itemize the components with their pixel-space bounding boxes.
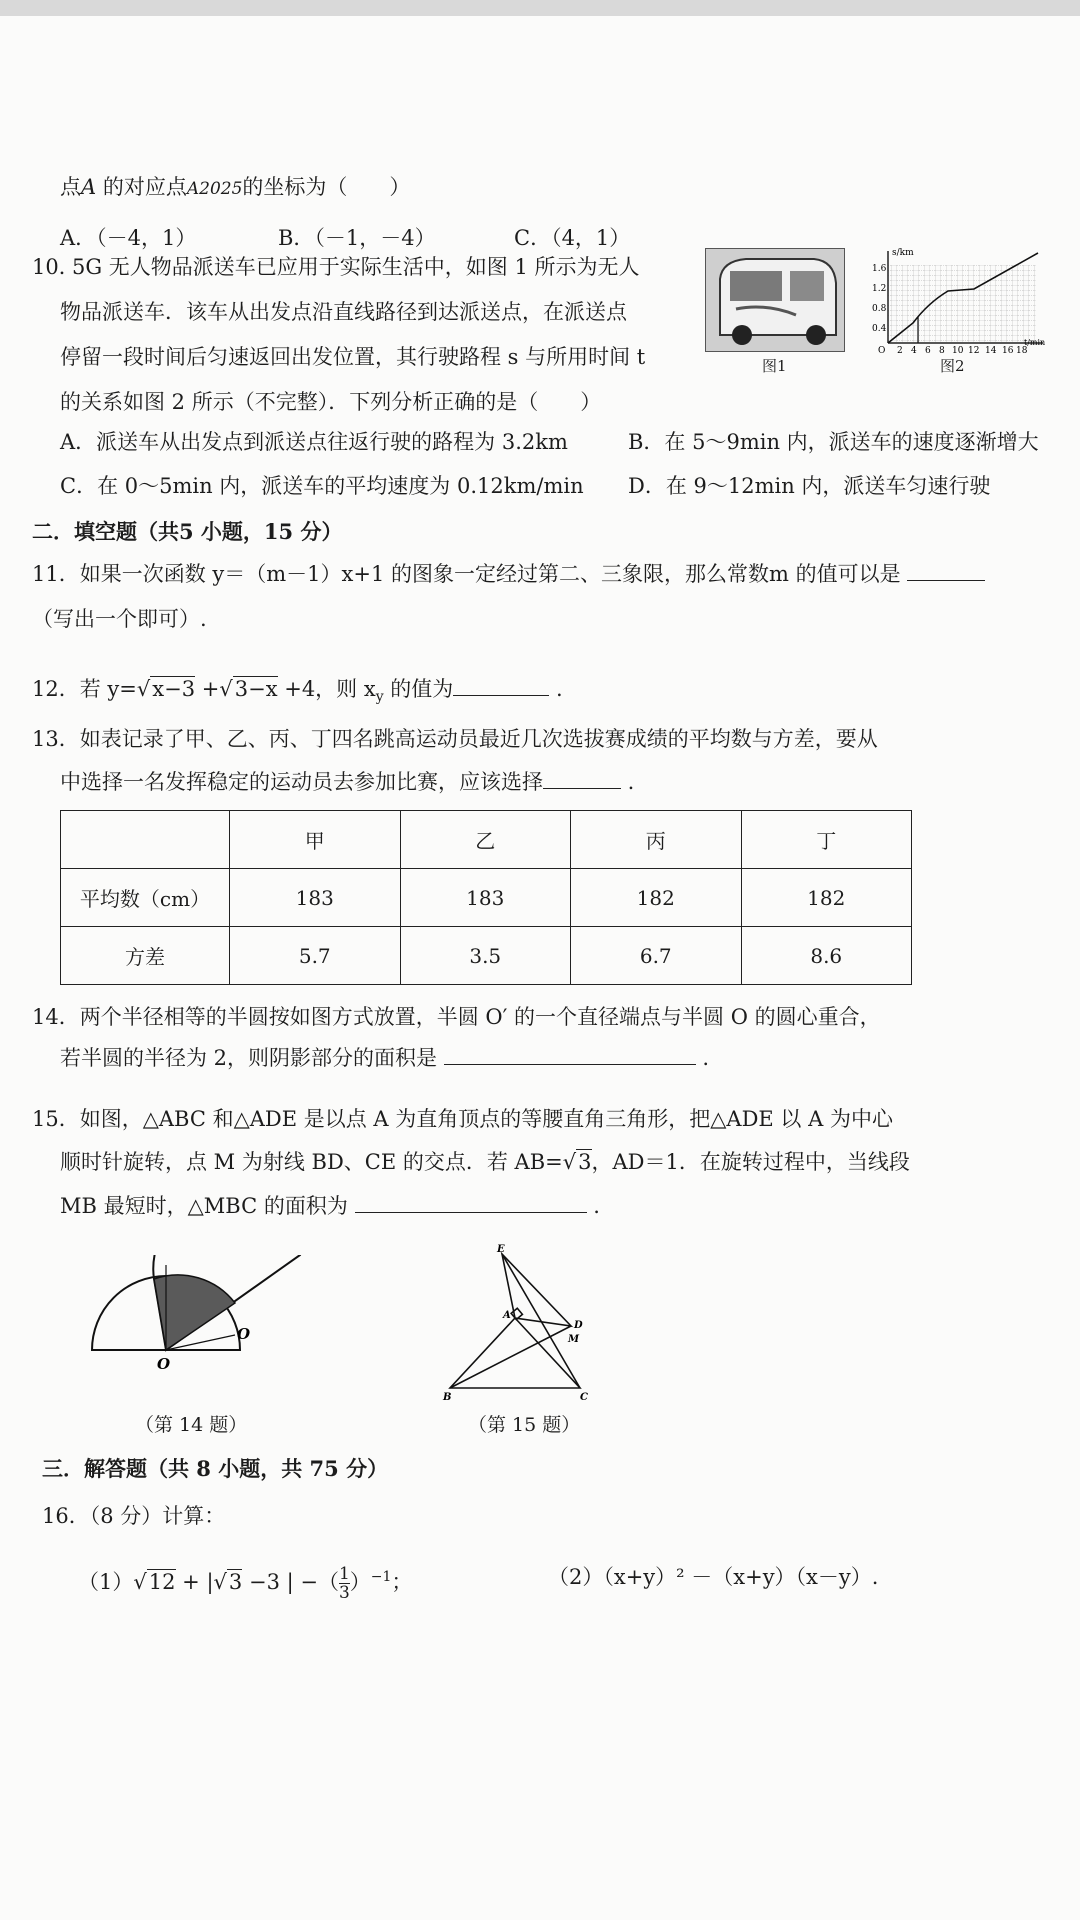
top-bar <box>0 0 1080 16</box>
table-cell: 183 <box>400 869 571 927</box>
fig1-caption: 图1 <box>762 357 787 375</box>
q11-line-2: （写出一个即可）. <box>32 607 207 631</box>
graph-x-tick: 12 <box>968 346 980 356</box>
graph-x-tick: 6 <box>925 346 931 356</box>
graph-y-tick: 0.8 <box>872 304 887 314</box>
table-cell: 5.7 <box>230 927 401 985</box>
table-cell: 8.6 <box>741 927 912 985</box>
table-header-cell: 丙 <box>571 811 742 869</box>
label-c: C <box>580 1392 588 1403</box>
q10-line-4: 的关系如图 2 所示（不完整）．下列分析正确的是（ ） <box>60 390 602 414</box>
q9-option-c: C．（4，1） <box>514 226 631 250</box>
q10-line-2: 物品派送车．该车从出发点沿直线路径到达派送点，在派送点 <box>60 300 627 324</box>
label-a: A <box>503 1310 511 1321</box>
q9-option-b: B．（－1，－4） <box>278 226 436 250</box>
q12-line: 12．若 y=√x−3 +√3−x +4，则 $x_y$ 的值为 . <box>32 677 563 706</box>
figure-15-caption: （第 15 题） <box>468 1414 581 1436</box>
graph-x-tick: 2 <box>897 346 903 356</box>
fig2-caption: 图2 <box>940 357 965 375</box>
table-cell: 方差 <box>61 927 230 985</box>
table-header-cell: 乙 <box>400 811 571 869</box>
q13-line-1: 13．如表记录了甲、乙、丙、丁四名跳高运动员最近几次选拔赛成绩的平均数与方差，要从 <box>32 727 878 751</box>
label-b: B <box>443 1392 452 1403</box>
figure-14-semicircles <box>85 1255 310 1394</box>
graph-x-tick: 8 <box>939 346 945 356</box>
table-row <box>61 927 912 985</box>
q10-number: 10． <box>32 255 80 279</box>
q12-answer-blank[interactable] <box>453 677 549 696</box>
graph-x-tick: 10 <box>952 346 964 356</box>
q15-line-3: MB 最短时，△MBC 的面积为 . <box>60 1194 600 1218</box>
graph-x-tick: 18 <box>1016 346 1028 356</box>
table-cell: 182 <box>571 869 742 927</box>
distance-time-graph <box>858 245 1048 364</box>
figure-15-triangles <box>440 1240 600 1409</box>
q10-option-a: A．派送车从出发点到派送点往返行驶的路程为 3.2km <box>60 430 568 454</box>
q15-line-1: 15．如图，△ABC 和△ADE 是以点 A 为直角顶点的等腰直角三角形，把△ADE 以 A 为中心 <box>32 1107 893 1131</box>
graph-x-tick: O <box>878 346 886 356</box>
label-m: M <box>568 1334 580 1345</box>
q16-part-1: （1）√12 + |√3 −3 | −（ $\frac{1}{3}$ ）$^{-1}$； <box>78 1564 413 1603</box>
table-cell: 183 <box>230 869 401 927</box>
label-e: E <box>497 1244 505 1255</box>
q13-line-2: 中选择一名发挥稳定的运动员去参加比赛，应该选择 . <box>60 770 635 794</box>
label-d: D <box>574 1320 583 1331</box>
graph-y-tick: 0.4 <box>872 324 887 334</box>
q16-part-2: （2）（x+y）² －（x+y）（x－y）. <box>548 1565 879 1589</box>
table-row <box>61 869 912 927</box>
table-header-cell: 甲 <box>230 811 401 869</box>
q14-answer-blank[interactable] <box>444 1046 696 1065</box>
figure-14-caption: （第 14 题） <box>135 1414 248 1436</box>
section-3-title: 三．解答题（共 8 小题，共 75 分） <box>42 1456 389 1481</box>
q14-line-2: 若半圆的半径为 2，则阴影部分的面积是 . <box>60 1046 710 1070</box>
q10-line-3: 停留一段时间后匀速返回出发位置，其行驶路程 s 与所用时间 t <box>60 345 646 369</box>
graph-x-tick: 4 <box>911 346 917 356</box>
table-header-cell <box>61 811 230 869</box>
delivery-vehicle-photo <box>705 248 845 352</box>
graph-y-label: s/km <box>892 248 914 258</box>
q16-header: 16．（8 分）计算： <box>42 1504 226 1528</box>
q9-question-line: 点A 的对应点A2025的坐标为（ ） <box>60 175 411 199</box>
q13-answer-blank[interactable] <box>543 770 621 789</box>
fraction-one-third: $\frac{1}{3}$ <box>338 1564 350 1603</box>
q10-line-1: 5G 无人物品派送车已应用于实际生活中，如图 1 所示为无人 <box>72 255 640 279</box>
table-cell: 182 <box>741 869 912 927</box>
table-cell: 3.5 <box>400 927 571 985</box>
table-cell: 平均数（cm） <box>61 869 230 927</box>
q10-option-b: B．在 5～9min 内，派送车的速度逐渐增大 <box>628 430 1039 454</box>
label-o: O <box>157 1355 171 1373</box>
graph-y-tick: 1.2 <box>872 284 887 294</box>
label-o-prime: O <box>237 1325 251 1343</box>
section-2-title: 二．填空题（共5 小题，15 分） <box>32 519 343 544</box>
q10-option-c: C．在 0～5min 内，派送车的平均速度为 0.12km/min <box>60 474 584 498</box>
graph-x-tick: 16 <box>1002 346 1014 356</box>
table-header-cell: 丁 <box>741 811 912 869</box>
graph-x-tick: 14 <box>985 346 997 356</box>
q15-line-2: 顺时针旋转，点 M 为射线 BD、CE 的交点．若 AB=√3，AD＝1．在旋转过程中，当线段 <box>60 1150 910 1174</box>
q9-option-a: A．（－4，1） <box>60 226 197 250</box>
table-cell: 6.7 <box>571 927 742 985</box>
q11-line-1: 11．如果一次函数 y＝（m－1）x+1 的图象一定经过第二、三象限，那么常数m 的值可以是 <box>32 560 985 588</box>
graph-y-tick: 1.6 <box>872 264 887 274</box>
q15-answer-blank[interactable] <box>355 1194 587 1213</box>
q10-option-d: D．在 9～12min 内，派送车匀速行驶 <box>628 474 991 498</box>
athlete-score-table <box>60 810 912 985</box>
q11-answer-blank[interactable] <box>907 562 985 581</box>
q14-line-1: 14．两个半径相等的半圆按如图方式放置，半圆 O′ 的一个直径端点与半圆 O 的圆心重合， <box>32 1005 881 1029</box>
table-header-row <box>61 811 912 869</box>
graph-x-label: t/min <box>1024 338 1046 347</box>
